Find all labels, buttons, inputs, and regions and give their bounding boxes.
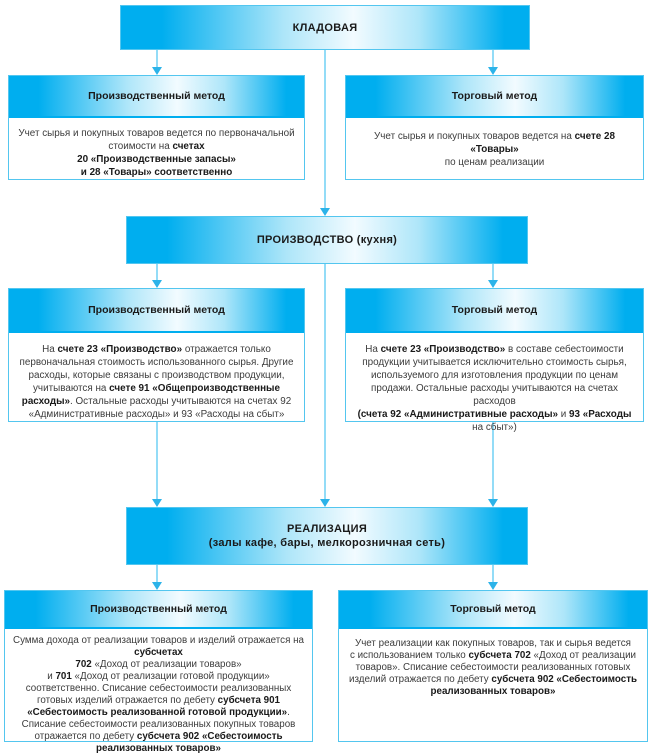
node-storeroom-production-method-body: Учет сырья и покупных товаров ведется по первоначальной стоимости на счетах 20 «Производственные запасы» и 28 «Товары» соответственно [18, 128, 295, 178]
arrow-down-icon [488, 67, 498, 75]
node-storeroom-production-method [8, 75, 305, 180]
connector-production-to-left-line [156, 262, 158, 281]
node-production-trade-method-header [346, 289, 643, 333]
node-production-trade-method-body: На счете 23 «Производство» в составе себестоимости продукции учитывается исключительно стоимость сырья, используемого для изготовления продукции по ценам продажи. Остальные расходы учитываются на счетах расходов (счета 92 «Административные расходы» и 93 «Расходы на сбыт») [357, 344, 632, 433]
node-sales-production-method-header [5, 591, 312, 629]
node-production-production-method [8, 288, 305, 422]
node-storeroom-trade-method [345, 75, 644, 180]
arrow-down-icon [488, 280, 498, 288]
node-production-production-method-body: На счете 23 «Производство» отражается только первоначальная стоимость использованного сырья. Другие расходы, которые связаны с производством продукции, учитываются на счете 91 «Общепроизводственные расходы». Остальные расходы учитываются на счетах 92 «Административные расходы» и 93 «Расходы на сбыт» [19, 344, 294, 420]
arrow-down-icon [488, 582, 498, 590]
node-sales [126, 507, 528, 565]
node-storeroom-trade-method-header [346, 76, 643, 118]
node-header-label: Торговый метод [451, 90, 538, 102]
connector-sales-to-right-line [492, 563, 494, 583]
arrow-down-icon [320, 499, 330, 507]
arrow-down-icon [320, 208, 330, 216]
connector-sales-to-left-line [156, 563, 158, 583]
arrow-down-icon [152, 499, 162, 507]
node-sales-production-method-body: Сумма дохода от реализации товаров и изделий отражается на субсчетах 702 «Доход от реализации товаров» и 701 «Доход от реализации готовой продукции» соответственно. Списание себестоимости реализованных готовых изделий отражается по дебету субсчета 901 «Себестоимость реализованной готовой продукции». Списание себестоимости реализованных покупных товаров отражается по дебету субсчета 902 «Себестоимость реализованных товаров» [13, 635, 304, 753]
node-sales-production-method [4, 590, 313, 753]
node-header-label: Производственный метод [90, 603, 227, 615]
connector-production-to-right-line [492, 262, 494, 281]
arrow-down-icon [152, 67, 162, 75]
node-production [126, 216, 528, 264]
node-storeroom-title: КЛАДОВАЯ [292, 21, 358, 34]
node-sales-trade-method-body: Учет реализации как покупных товаров, так и сырья ведется с использованием только субсчета 702 «Доход от реализации товаров». Списание себестоимости реализованных готовых изделий отражается по дебету субсчета 902 «Себестоимость реализованных товаров» [348, 638, 638, 697]
node-sales-title: РЕАЛИЗАЦИЯ (залы кафе, бары, мелкорозничная сеть) [208, 523, 446, 549]
node-header-label: Торговый метод [451, 304, 538, 316]
node-sales-trade-method-header [339, 591, 647, 629]
arrow-down-icon [488, 499, 498, 507]
node-header-label: Торговый метод [450, 603, 536, 615]
node-storeroom-production-method-header [9, 76, 304, 118]
connector-storeroom-to-production-line [324, 48, 326, 209]
node-storeroom [120, 5, 530, 50]
arrow-down-icon [152, 280, 162, 288]
node-production-production-method-header [9, 289, 304, 333]
node-production-trade-method [345, 288, 644, 433]
arrow-down-icon [152, 582, 162, 590]
node-header-label: Производственный метод [88, 304, 225, 316]
connector-storeroom-to-right-line [492, 48, 494, 68]
connector-storeroom-to-left-line [156, 48, 158, 68]
connector-production-to-sales-line [324, 262, 326, 500]
node-storeroom-trade-method-body: Учет сырья и покупных товаров ведется на счете 28 «Товары» по ценам реализации [373, 131, 616, 168]
node-sales-trade-method [338, 590, 648, 742]
node-header-label: Производственный метод [88, 90, 225, 102]
connector-tier2-left-to-sales-line [156, 422, 158, 500]
node-production-title: ПРОИЗВОДСТВО (кухня) [256, 234, 398, 246]
